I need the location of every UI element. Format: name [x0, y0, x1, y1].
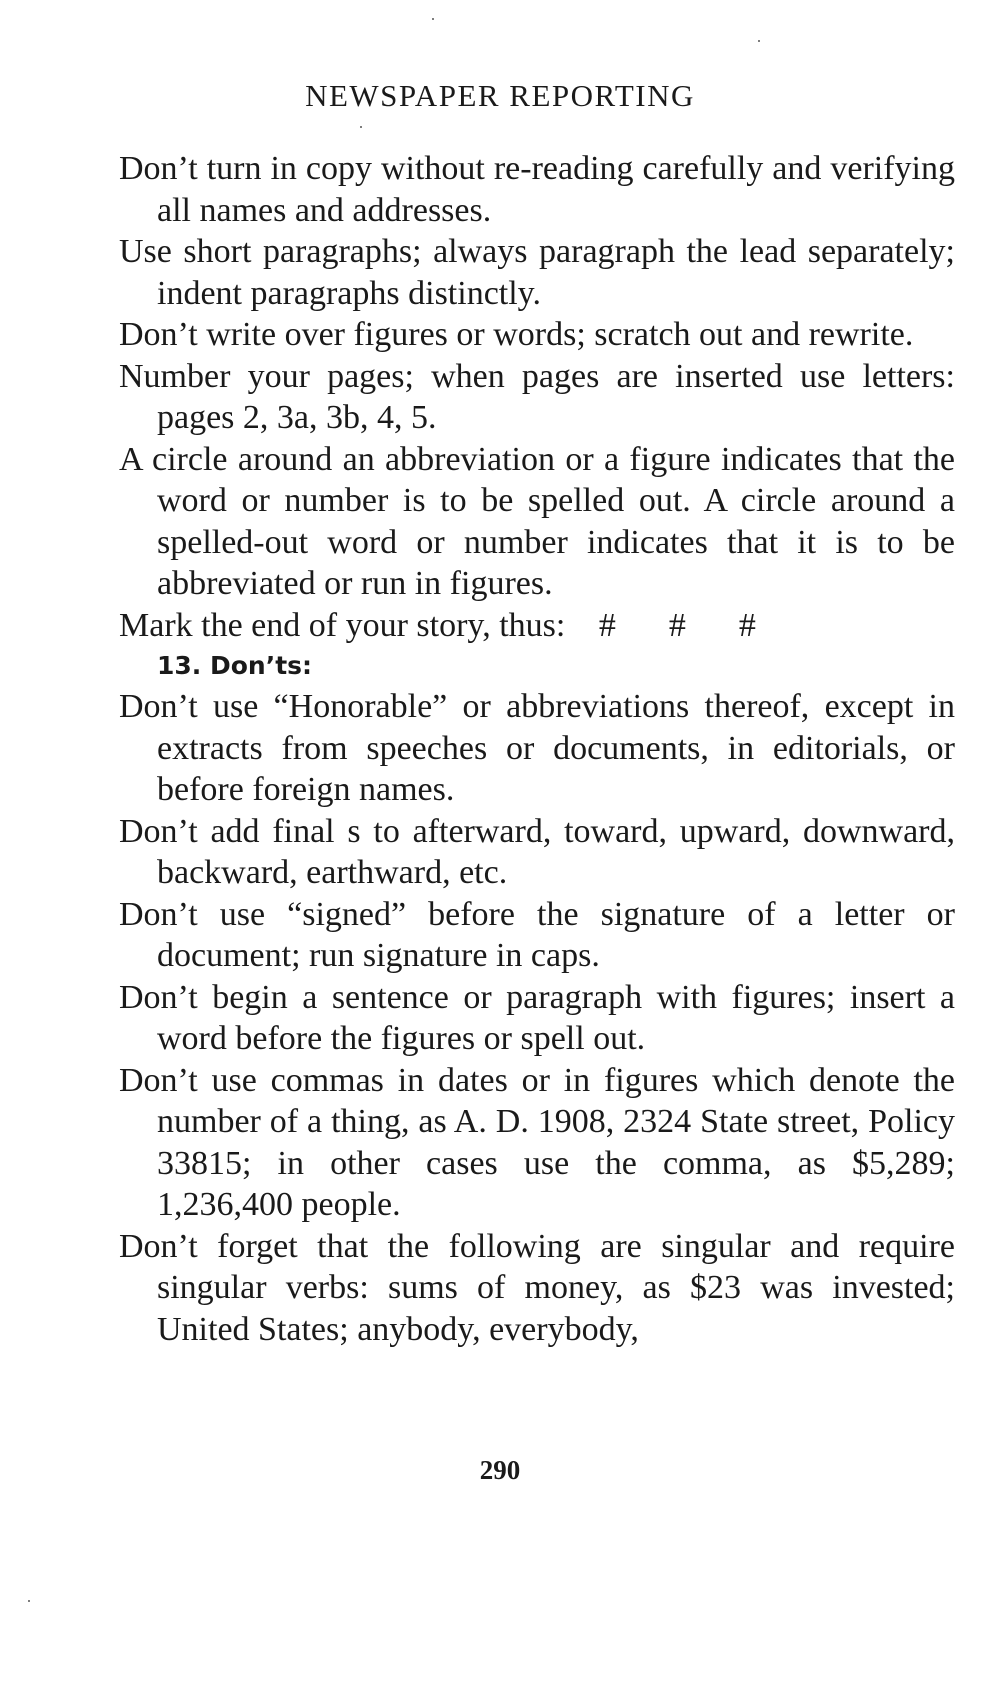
rule-entry: Don’t turn in copy without re-reading carefully and verifying all names and addresses. — [119, 150, 955, 229]
rule-entry: Number your pages; when pages are inserted use letters: pages 2, 3a, 3b, 4, 5. — [119, 357, 955, 436]
print-speck — [28, 1600, 30, 1602]
rule-entry: A circle around an abbreviation or a figure indicates that the word or number is to be spelled out. A circle around a spelled-out word or number indicates that it is to be abbreviated or run in figures. — [119, 440, 955, 602]
end-mark-text: Mark the end of your story, thus: — [119, 606, 566, 644]
section-heading: 13. Don’ts: — [157, 651, 313, 680]
print-speck — [758, 40, 760, 42]
dont-entry: Don’t use “signed” before the signature of a letter or document; run signature in caps. — [119, 895, 955, 974]
end-mark-entry — [119, 605, 955, 647]
page-number: 290 — [479, 1455, 521, 1485]
dont-entry: Don’t use commas in dates or in figures which denote the number of a thing, as A. D. 1908, 2324 State street, Policy 33815; in other cases use the comma, as $5,289; 1,236,400 people. — [119, 1061, 955, 1223]
rule-entry: Use short paragraphs; always paragraph the lead separately; indent paragraphs distinctly. — [119, 233, 955, 312]
running-head: NEWSPAPER REPORTING — [305, 78, 695, 113]
end-marks — [591, 607, 801, 644]
end-mark-symbol: # — [738, 606, 756, 644]
end-mark-symbol: # — [598, 606, 616, 644]
dont-entry: Don’t forget that the following are singular and require singular verbs: sums of money, as $23 was invested; United States; anybody, everybody, — [119, 1227, 955, 1348]
end-mark-symbol: # — [668, 606, 686, 644]
dont-entry: Don’t add final s to afterward, toward, upward, downward, backward, earthward, etc. — [119, 812, 955, 891]
rule-entry: Don’t write over figures or words; scratch out and rewrite. — [119, 316, 914, 353]
print-speck — [360, 126, 362, 128]
print-speck — [432, 18, 434, 20]
dont-entry: Don’t use “Honorable” or abbreviations thereof, except in extracts from speeches or documents, in editorials, or before foreign names. — [119, 688, 955, 808]
dont-entry: Don’t begin a sentence or paragraph with figures; insert a word before the figures or spell out. — [119, 978, 955, 1057]
body-text — [119, 148, 955, 1350]
